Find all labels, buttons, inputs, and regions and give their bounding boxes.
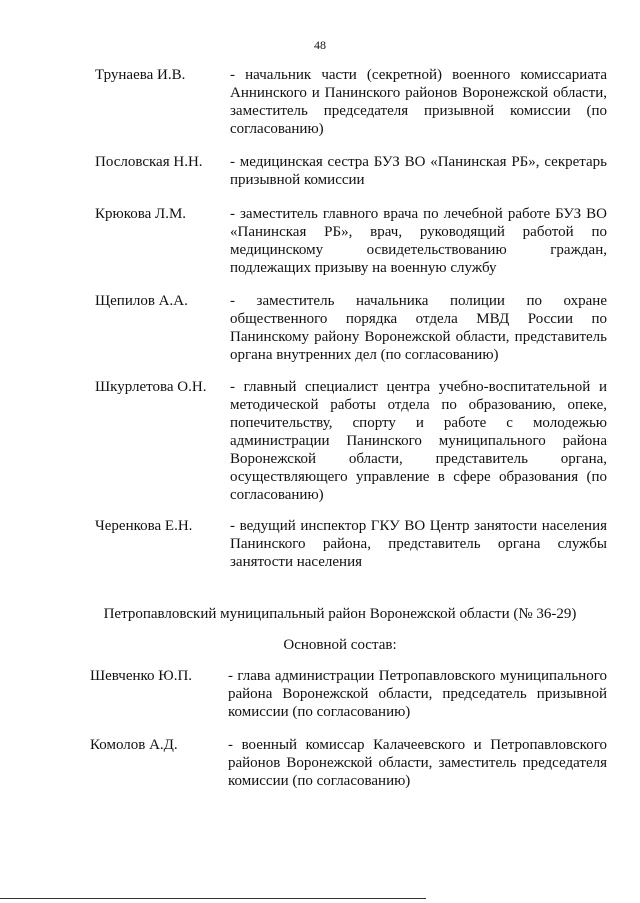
section-subtitle: Основной состав:	[283, 637, 397, 653]
member-role: - заместитель главного врача по лечебной работе БУЗ ВО «Панинская РБ», врач, руководящий работой по медицинскому освидетельствованию граждан, подлежащих призыву на военную службу	[230, 206, 607, 276]
member-role: - медицинская сестра БУЗ ВО «Панинская РБ», секретарь призывной комиссии	[230, 154, 607, 188]
page-number: 48	[314, 38, 326, 52]
member-role: - ведущий инспектор ГКУ ВО Центр занятости населения Панинского района, представитель органа службы занятости населения	[230, 518, 607, 570]
member-name: Щепилов А.А.	[95, 293, 188, 309]
member-name: Шевченко Ю.П.	[90, 668, 193, 684]
member-name: Комолов А.Д.	[90, 737, 178, 753]
member-name: Трунаева И.В.	[95, 67, 186, 83]
member-role: - заместитель начальника полиции по охране общественного порядка отдела МВД России по Панинскому району Воронежской области, представитель органа внутренних дел (по согласованию)	[230, 293, 607, 363]
member-role: - главный специалист центра учебно-воспитательной и методической работы отдела по образованию, опеке, попечительству, спорту и работе с молодежью администрации Панинского муниципального района Воронежской области, представитель органа, осуществляющего управление в сфере образования (по согласованию)	[230, 379, 607, 503]
footer-divider	[0, 898, 426, 899]
member-name: Черенкова Е.Н.	[95, 518, 193, 534]
member-name: Крюкова Л.М.	[95, 206, 187, 222]
member-name: Пословская Н.Н.	[95, 154, 203, 170]
section-title: Петропавловский муниципальный район Воронежской области (№ 36-29)	[103, 606, 577, 622]
member-role: - военный комиссар Калачеевского и Петропавловского районов Воронежской области, заместитель председателя комиссии (по согласованию)	[228, 737, 607, 789]
member-role: - глава администрации Петропавловского муниципального района Воронежской области, председатель призывной комиссии (по согласованию)	[228, 668, 607, 720]
member-role: - начальник части (секретной) военного комиссариата Аннинского и Панинского районов Воронежской области, заместитель председателя призывной комиссии (по согласованию)	[230, 67, 607, 137]
member-name: Шкурлетова О.Н.	[95, 379, 207, 395]
